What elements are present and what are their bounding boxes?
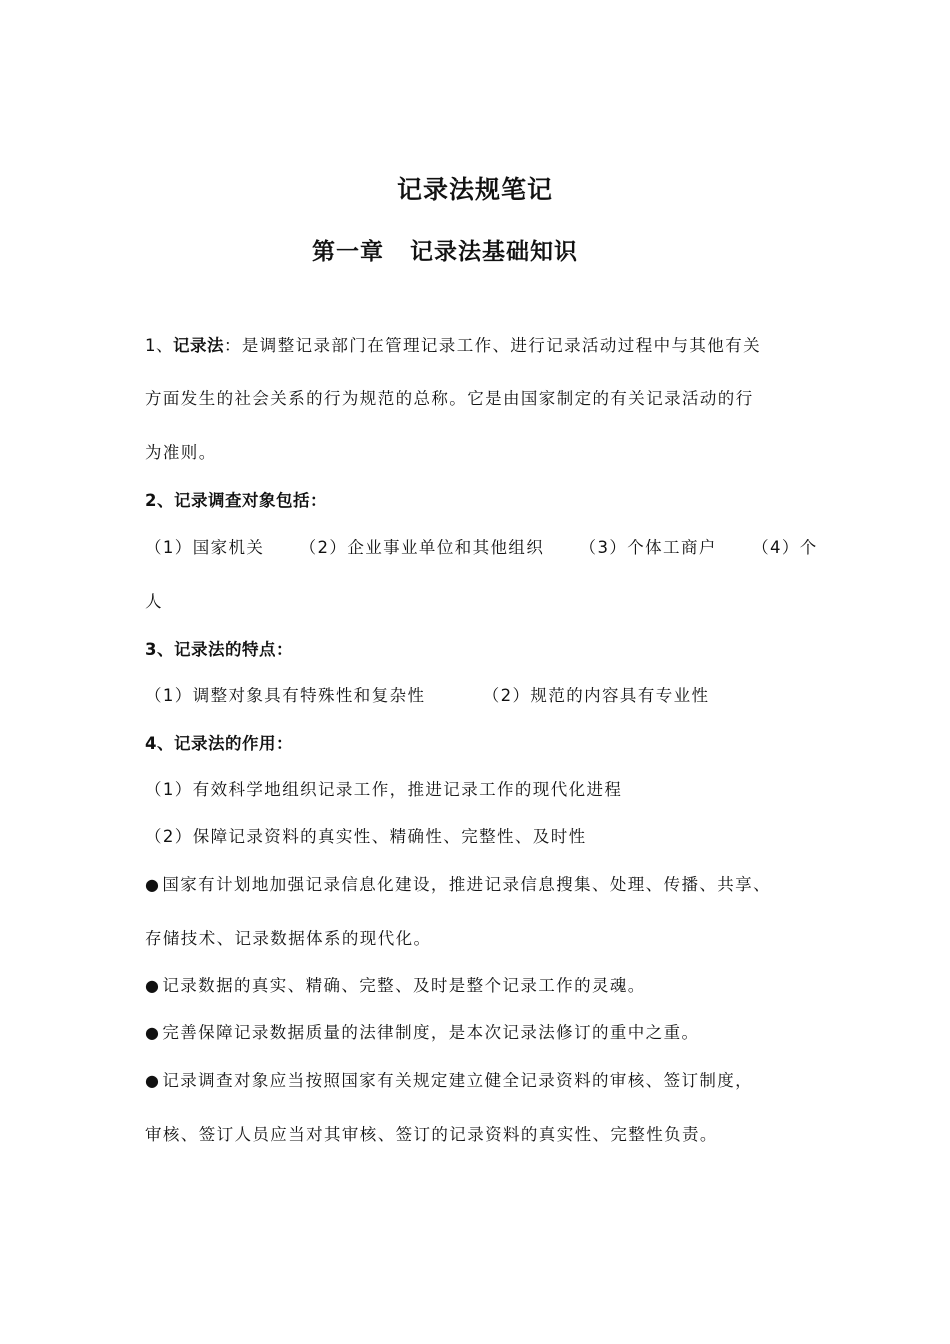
section-3-item-1: （1）调整对象具有特殊性和复杂性 <box>145 686 426 705</box>
section-2-item-4-cont: 人 <box>145 592 163 611</box>
section-4-item-1: （1）有效科学地组织记录工作，推进记录工作的现代化进程 <box>145 780 623 799</box>
section-3-heading: 3、记录法的特点： <box>145 640 293 659</box>
bullet-1-line-2: 存储技术、记录数据体系的现代化。 <box>145 929 432 948</box>
section-2-items <box>145 534 818 558</box>
bullet-4-text-1: 记录调查对象应当按照国家有关规定建立健全记录资料的审核、签订制度， <box>162 1071 754 1090</box>
bullet-4-line-2: 审核、签订人员应当对其审核、签订的记录资料的真实性、完整性负责。 <box>145 1125 718 1144</box>
section-3-items <box>145 682 709 706</box>
bullet-icon: ● <box>145 976 161 995</box>
section-1-text-1: ：是调整记录部门在管理记录工作、进行记录活动过程中与其他有关 <box>224 336 761 355</box>
section-2-item-4: （4）个 <box>752 538 818 557</box>
section-2-heading: 2、记录调查对象包括： <box>145 491 327 510</box>
section-2-item-2: （2）企业事业单位和其他组织 <box>299 538 545 557</box>
chapter-heading <box>312 233 578 266</box>
chapter-name: 记录法基础知识 <box>410 239 578 265</box>
document-title: 记录法规笔记 <box>396 175 553 204</box>
bullet-1-line-1 <box>145 871 771 895</box>
bullet-3 <box>145 1019 699 1043</box>
bullet-4-line-1 <box>145 1067 753 1091</box>
bullet-icon: ● <box>145 875 161 894</box>
section-4-heading: 4、记录法的作用： <box>145 734 293 753</box>
section-4-item-2: （2）保障记录资料的真实性、精确性、完整性、及时性 <box>145 827 587 846</box>
chapter-label: 第一章 <box>312 239 384 265</box>
bullet-icon: ● <box>145 1071 161 1090</box>
bullet-3-text: 完善保障记录数据质量的法律制度，是本次记录法修订的重中之重。 <box>162 1023 700 1042</box>
section-1-number: 1、 <box>145 336 173 355</box>
section-2-item-1: （1）国家机关 <box>145 538 265 557</box>
section-1-term: 记录法 <box>173 336 224 355</box>
bullet-1-text-1: 国家有计划地加强记录信息化建设，推进记录信息搜集、处理、传播、共享、 <box>162 875 771 894</box>
bullet-icon: ● <box>145 1023 161 1042</box>
bullet-2-text: 记录数据的真实、精确、完整、及时是整个记录工作的灵魂。 <box>162 976 646 995</box>
bullet-2 <box>145 972 646 996</box>
section-3-item-2: （2）规范的内容具有专业性 <box>482 686 710 705</box>
section-2-item-3: （3）个体工商户 <box>579 538 717 557</box>
section-1-line-2: 方面发生的社会关系的行为规范的总称。它是由国家制定的有关记录活动的行 <box>145 389 754 408</box>
section-1-line-3: 为准则。 <box>145 443 217 462</box>
section-1-line-1 <box>145 332 761 356</box>
